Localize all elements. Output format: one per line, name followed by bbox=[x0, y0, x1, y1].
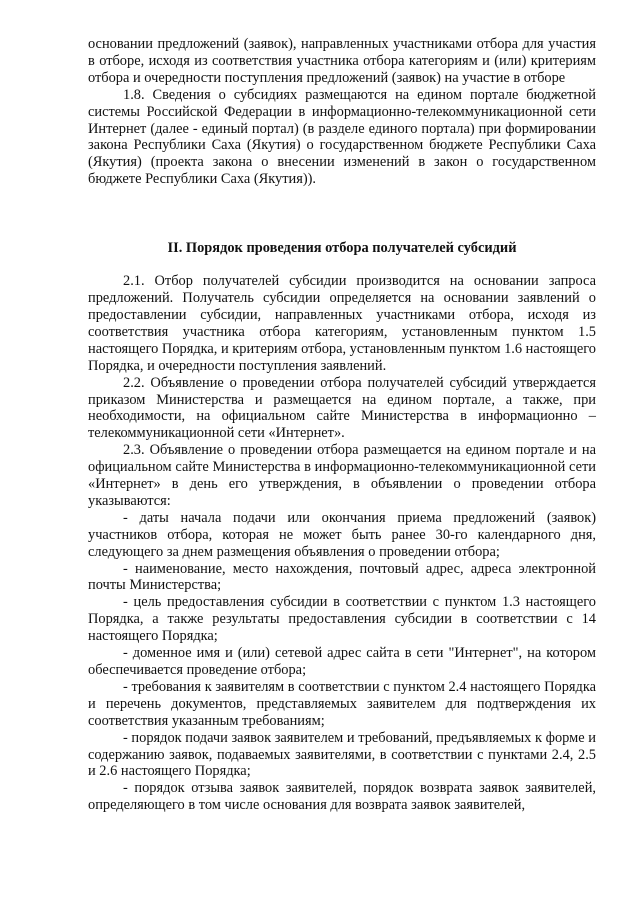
list-item: - цель предоставления субсидии в соответствии с пунктом 1.3 настоящего Порядка, а также результаты предоставления субсидии в соответствии с 14 настоящего Порядка; bbox=[88, 594, 596, 645]
list-item: - порядок отзыва заявок заявителей, порядок возврата заявок заявителей, определяющего в том числе основания для возврата заявок заявителей, bbox=[88, 780, 596, 814]
list-item: - порядок подачи заявок заявителем и требований, предъявляемых к форме и содержанию заявок, подаваемых заявителями, в соответствии с пунктами 2.4, 2.5 и 2.6 настоящего Порядка; bbox=[88, 729, 596, 780]
list-item: - требования к заявителям в соответствии с пунктом 2.4 настоящего Порядка и перечень документов, представляемых заявителем для подтверждения их соответствия указанным требованиям; bbox=[88, 678, 596, 729]
list-item: - наименование, место нахождения, почтовый адрес, адреса электронной почты Министерства; bbox=[88, 560, 596, 594]
document-page bbox=[88, 36, 596, 814]
paragraph-2-3: 2.3. Объявление о проведении отбора размещается на едином портале и на официальном сайте Министерства в информационно-телекоммуникационной сети «Интернет» в день его утверждения, в объявлении о проведении отбора указываются: bbox=[88, 442, 596, 509]
paragraph-1-8: 1.8. Сведения о субсидиях размещаются на едином портале бюджетной системы Российской Федерации в информационно-телекоммуникационной сети Интернет (далее - единый портал) (в разделе единого портала) при формировании закона Республики Саха (Якутия) о государственном бюджете Республики Саха (Якутия) (проекта закона о внесении изменений в закон о государственном бюджете Республики Саха (Якутия)). bbox=[88, 86, 596, 188]
list-item: - доменное имя и (или) сетевой адрес сайта в сети "Интернет", на котором обеспечивается проведение отбора; bbox=[88, 645, 596, 678]
paragraph-2-1: 2.1. Отбор получателей субсидии производится на основании запроса предложений. Получатель субсидии определяется на основании заявлений о предоставлении субсидии, направленных участниками отбора, исходя из соответствия участника отбора категориям, установленным пунктом 1.5 настоящего Порядка, и критериям отбора, установленным пунктом 1.6 настоящего Порядка, и очередности поступления заявлений. bbox=[88, 273, 596, 374]
paragraph-continuation: основании предложений (заявок), направленных участниками отбора для участия в отборе, исходя из соответствия участника отбора категориям и (или) критериям отбора и очередности поступления предложений (заявок) на участие в отборе bbox=[88, 36, 596, 86]
section-heading-block bbox=[88, 240, 596, 273]
paragraph-2-2: 2.2. Объявление о проведении отбора получателей субсидий утверждается приказом Министерства и размещается на едином портале, а также, при необходимости, на официальном сайте Министерства в информационно – телекоммуникационной сети «Интернет». bbox=[88, 374, 596, 442]
section-spacer bbox=[88, 188, 596, 240]
section-heading: II. Порядок проведения отбора получателей субсидий bbox=[167, 240, 517, 257]
list-item: - даты начала подачи или окончания приема предложений (заявок) участников отбора, которая не может быть ранее 30-го календарного дня, следующего за днем размещения объявления о проведении отбора; bbox=[88, 509, 596, 560]
